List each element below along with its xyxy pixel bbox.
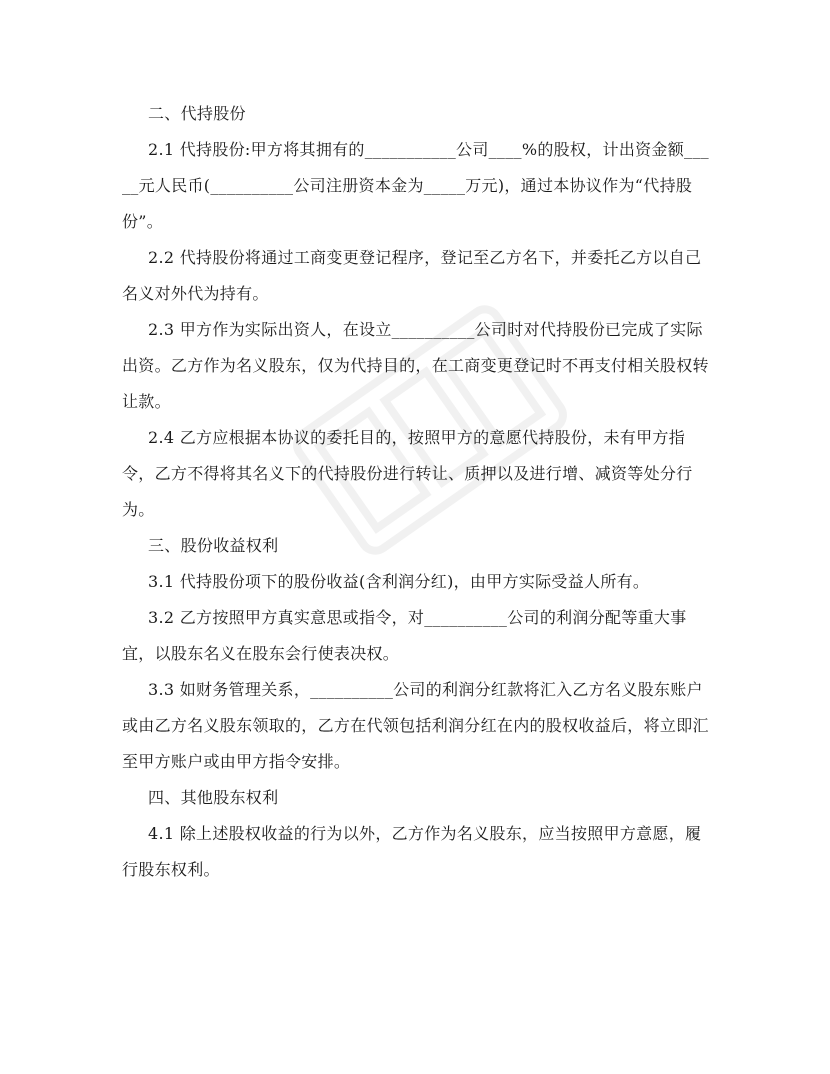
clause-3-2: 3.2 乙方按照甲方真实意思或指令，对__________公司的利润分配等重大事宜，以股东名义在股东会行使表决权。 — [122, 608, 687, 663]
section-heading-2: 二、代持股份 — [148, 104, 246, 123]
clause-2-2: 2.2 代持股份将通过工商变更登记程序，登记至乙方名下，并委托乙方以自己名义对外代为持有。 — [122, 248, 702, 303]
clause-4-1: 4.1 除上述股权收益的行为以外，乙方作为名义股东，应当按照甲方意愿，履行股东权利。 — [122, 824, 702, 879]
clause-3-3: 3.3 如财务管理关系，__________公司的利润分红款将汇入乙方名义股东账户或由乙方名义股东领取的，乙方在代领包括利润分红在内的股权收益后，将立即汇至甲方账户或由甲方指令安排。 — [122, 680, 709, 771]
section-heading-4: 四、其他股东权利 — [148, 788, 279, 807]
section-heading-3: 三、股份收益权利 — [148, 536, 279, 555]
clause-2-1: 2.1 代持股份:甲方将其拥有的___________公司____%的股权，计出资金额_____元人民币(__________公司注册资本金为_____万元)，通过本协议作为“代持股份”。 — [122, 140, 709, 231]
clause-2-3: 2.3 甲方作为实际出资人，在设立__________公司时对代持股份已完成了实际出资。乙方作为名义股东，仅为代持目的，在工商变更登记时不再支付相关股权转让款。 — [122, 320, 709, 411]
clause-2-4: 2.4 乙方应根据本协议的委托目的，按照甲方的意愿代持股份，未有甲方指令，乙方不得将其名义下的代持股份进行转让、质押以及进行增、减资等处分行为。 — [122, 428, 693, 519]
clause-3-1: 3.1 代持股份项下的股份收益(含利润分红)，由甲方实际受益人所有。 — [148, 572, 650, 591]
document-body — [122, 96, 712, 888]
